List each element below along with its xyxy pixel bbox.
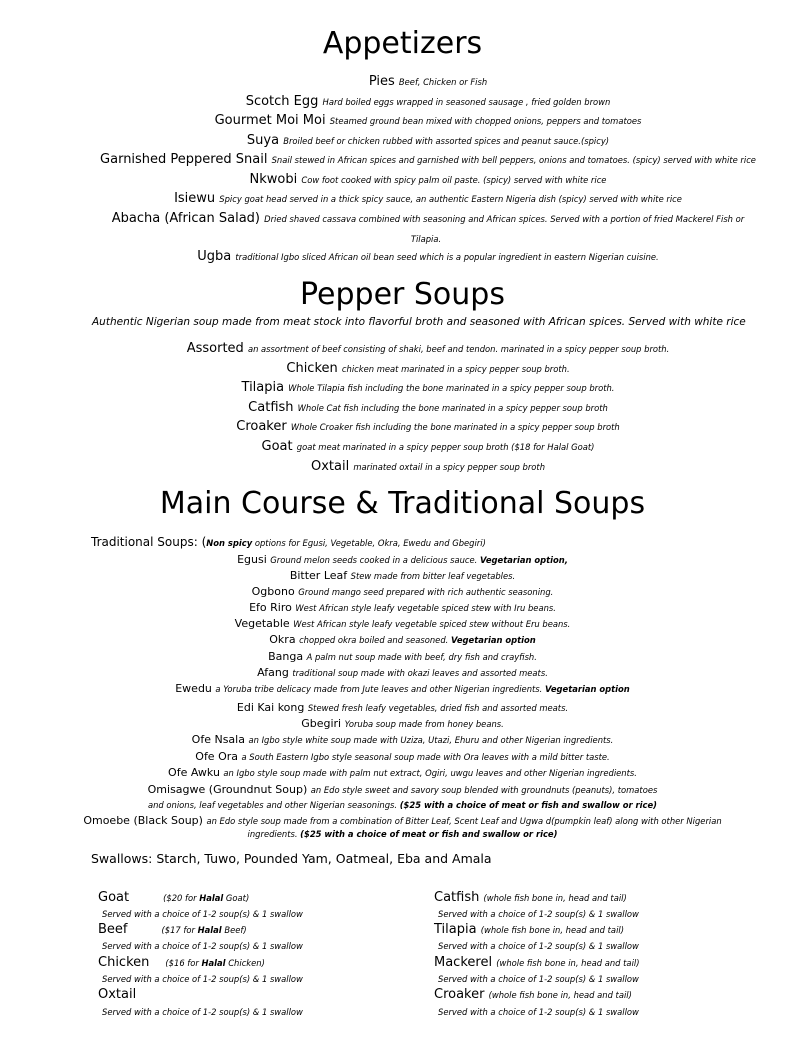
plate-item: Chicken ($16 for Halal Chicken) bbox=[98, 955, 265, 970]
appetizer-item: Suya Broiled beef or chicken rubbed with assorted spices and peanut sauce.(spicy) bbox=[246, 133, 610, 148]
traditional-soups-label: Traditional Soups: (Non spicy options for Egusi, Vegetable, Okra, Ewedu and Gbegiri) bbox=[91, 535, 486, 549]
soup-item: Okra chopped okra boiled and seasoned. Vegetarian option bbox=[269, 633, 536, 646]
soup-item: Ofe Awku an Igbo style soup made with palm nut extract, Ogiri, uwgu leaves and other Nigerian ingredients. bbox=[168, 766, 637, 779]
pepper-soup-item: Chicken chicken meat marinated in a spicy pepper soup broth. bbox=[286, 361, 570, 376]
soup-item: Bitter Leaf Stew made from bitter leaf vegetables. bbox=[289, 569, 516, 582]
appetizer-item: Isiewu Spicy goat head served in a thick spicy sauce, an authentic Eastern Nigeria dish (spicy) served with white rice bbox=[174, 191, 682, 206]
soup-item-continued: and onions, leaf vegetables and other Nigerian seasonings. ($25 with a choice of meat or fish and swallow or rice) bbox=[147, 800, 657, 810]
soup-item: Vegetable West African style leafy vegetable spiced stew without Eru beans. bbox=[234, 617, 571, 630]
soup-item: Gbegiri Yoruba soup made from honey beans. bbox=[301, 717, 504, 730]
soup-item: Afang traditional soup made with okazi leaves and assorted meats. bbox=[257, 666, 548, 679]
main-course-title: Main Course & Traditional Soups bbox=[159, 486, 646, 521]
soup-item: Ofe Nsala an Igbo style white soup made with Uziza, Utazi, Ehuru and other Nigerian ingredients. bbox=[191, 733, 614, 746]
soup-item: Ogbono Ground mango seed prepared with rich authentic seasoning. bbox=[251, 585, 554, 598]
served-with-note: Served with a choice of 1-2 soup(s) & 1 swallow bbox=[438, 909, 639, 919]
soup-item: Ewedu a Yoruba tribe delicacy made from Jute leaves and other Nigerian ingredients. Vegetarian option bbox=[175, 682, 630, 695]
appetizer-item-continued: Tilapia. bbox=[410, 234, 442, 244]
appetizer-item: Ugba traditional Igbo sliced African oil bean seed which is a popular ingredient in eastern Nigerian cuisine. bbox=[197, 249, 659, 264]
soup-item-continued: ingredients. ($25 with a choice of meat or fish and swallow or rice) bbox=[247, 829, 558, 839]
served-with-note: Served with a choice of 1-2 soup(s) & 1 swallow bbox=[102, 1007, 303, 1017]
swallows-line: Swallows: Starch, Tuwo, Pounded Yam, Oatmeal, Eba and Amala bbox=[91, 851, 492, 866]
appetizers-title: Appetizers bbox=[322, 26, 483, 61]
pepper-soup-item: Goat goat meat marinated in a spicy pepper soup broth ($18 for Halal Goat) bbox=[261, 439, 595, 454]
served-with-note: Served with a choice of 1-2 soup(s) & 1 swallow bbox=[102, 941, 303, 951]
appetizer-item: Nkwobi Cow foot cooked with spicy palm oil paste. (spicy) served with white rice bbox=[249, 172, 607, 187]
plate-item: Oxtail bbox=[98, 987, 137, 1002]
plate-item: Goat ($20 for Halal Goat) bbox=[98, 890, 250, 905]
plate-item: Beef ($17 for Halal Beef) bbox=[98, 922, 247, 937]
plate-item: Tilapia (whole fish bone in, head and tail) bbox=[434, 922, 624, 937]
appetizer-item: Gourmet Moi Moi Steamed ground bean mixed with chopped onions, peppers and tomatoes bbox=[214, 113, 642, 128]
served-with-note: Served with a choice of 1-2 soup(s) & 1 swallow bbox=[438, 941, 639, 951]
appetizer-item: Scotch Egg Hard boiled eggs wrapped in seasoned sausage , fried golden brown bbox=[245, 94, 611, 109]
pepper-soup-item: Assorted an assortment of beef consisting of shaki, beef and tendon. marinated in a spicy pepper soup broth. bbox=[186, 341, 670, 356]
soup-item: Ofe Ora a South Eastern Igbo style seasonal soup made with Ora leaves with a mild bitter taste. bbox=[195, 750, 610, 763]
served-with-note: Served with a choice of 1-2 soup(s) & 1 swallow bbox=[438, 974, 639, 984]
appetizer-item: Garnished Peppered Snail Snail stewed in African spices and garnished with bell peppers, onions and tomatoes. (spicy) served with white rice bbox=[100, 152, 756, 167]
pepper-soup-item: Catfish Whole Cat fish including the bone marinated in a spicy pepper soup broth bbox=[248, 400, 608, 415]
pepper-soup-item: Tilapia Whole Tilapia fish including the bone marinated in a spicy pepper soup broth. bbox=[241, 380, 615, 395]
appetizer-item: Pies Beef, Chicken or Fish bbox=[368, 74, 488, 89]
served-with-note: Served with a choice of 1-2 soup(s) & 1 swallow bbox=[102, 974, 303, 984]
plate-item: Mackerel (whole fish bone in, head and tail) bbox=[434, 955, 640, 970]
pepper-soups-title: Pepper Soups bbox=[300, 277, 505, 312]
plate-item: Croaker (whole fish bone in, head and tail) bbox=[434, 987, 632, 1002]
appetizer-item: Abacha (African Salad) Dried shaved cassava combined with seasoning and African spices. Served with a portion of fried Mackerel Fish or bbox=[111, 211, 745, 226]
soup-item: Egusi Ground melon seeds cooked in a delicious sauce. Vegetarian option, bbox=[237, 553, 568, 566]
soup-item: Banga A palm nut soup made with beef, dry fish and crayfish. bbox=[268, 650, 537, 663]
plate-item: Catfish (whole fish bone in, head and tail) bbox=[434, 890, 627, 905]
soup-item: Omisagwe (Groundnut Soup) an Edo style sweet and savory soup blended with groundnuts (peanuts), tomatoes bbox=[147, 783, 658, 796]
served-with-note: Served with a choice of 1-2 soup(s) & 1 swallow bbox=[438, 1007, 639, 1017]
pepper-soup-item: Croaker Whole Croaker fish including the bone marinated in a spicy pepper soup broth bbox=[236, 419, 620, 434]
served-with-note: Served with a choice of 1-2 soup(s) & 1 swallow bbox=[102, 909, 303, 919]
pepper-soup-item: Oxtail marinated oxtail in a spicy pepper soup broth bbox=[310, 459, 545, 474]
soup-item: Edi Kai kong Stewed fresh leafy vegetables, dried fish and assorted meats. bbox=[236, 701, 569, 714]
soup-item: Efo Riro West African style leafy vegetable spiced stew with Iru beans. bbox=[249, 601, 556, 614]
soup-item: Omoebe (Black Soup) an Edo style soup made from a combination of Bitter Leaf, Scent Leaf and Ugwa d(pumpkin leaf) along with other Nigerian bbox=[83, 814, 722, 827]
pepper-soups-intro: Authentic Nigerian soup made from meat stock into flavorful broth and seasoned with African spices. Served with white rice bbox=[92, 316, 746, 328]
